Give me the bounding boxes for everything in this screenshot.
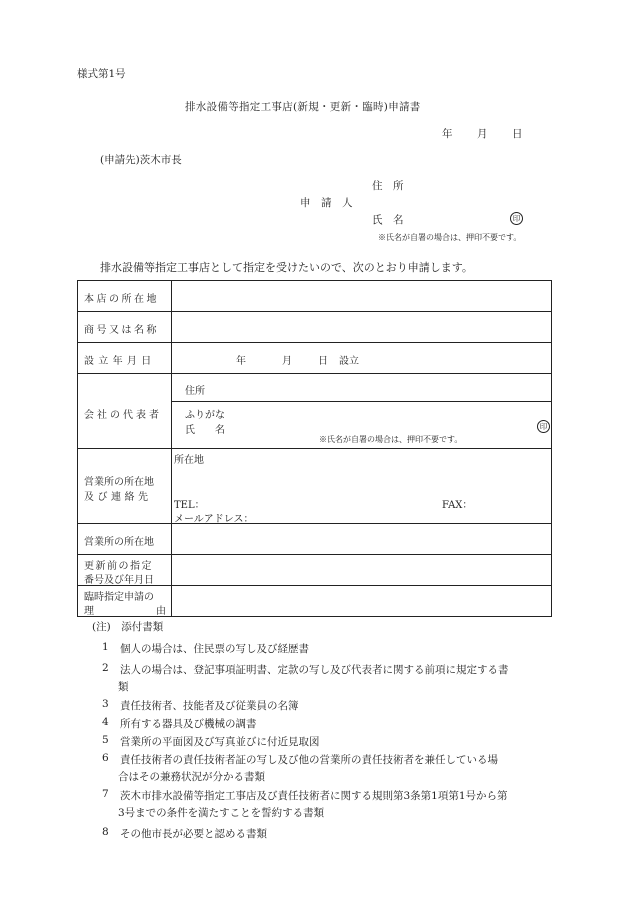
note-num: 7 [102,788,109,800]
row-label [78,312,172,343]
row-label [78,281,172,312]
applicant-seal-note: ※氏名が自署の場合は、押印不要です。 [378,233,522,242]
form-id: 様式第1号 [77,68,126,80]
table-row [78,312,552,343]
note-text: 営業所の平面図及び写真並びに付近見取図 [120,736,320,748]
rep-seal-note: ※氏名が自署の場合は、押印不要です。 [319,435,463,444]
applicant-label: 申 請 人 [300,197,353,209]
table-row [78,555,552,586]
prev-number-field[interactable] [172,555,552,586]
rep-address-label: 住所 [185,386,205,397]
applicant-name-label: 氏 名 [372,214,404,226]
note-text: 個人の場合は、住民票の写し及び経歴書 [120,643,309,655]
est-month: 月 [282,356,292,367]
prev-number-label-2: 番号及び年月日 [84,575,154,586]
table-row [78,281,552,312]
notes-header: (注) 添付書類 [92,621,164,633]
note-text: 所有する器具及び機械の調書 [120,718,257,730]
rep-furigana-label: ふりがな [185,410,225,421]
date-year: 年 [442,128,453,140]
intro-text: 排水設備等指定工事店として指定を受けたいので、次のとおり申請します。 [100,261,473,274]
est-suffix: 設立 [339,356,359,367]
established-label: 設立年月日 [84,356,156,367]
temp-reason-field[interactable] [172,586,552,617]
row-label [78,374,172,449]
temp-reason-label-2a: 理 [84,606,94,617]
date-day: 日 [512,128,523,140]
office-contact-field[interactable] [172,449,552,524]
tel-label: TEL： [174,500,205,511]
note-text: 茨木市排水設備等指定工事店及び責任技術者に関する規則第3条第1項第1号から第 [120,790,508,802]
representative-label: 会社の代表者 [84,410,162,421]
office-location-label: 所在地 [174,455,204,466]
row-label [78,343,172,374]
rep-name-label: 氏 名 [185,425,225,436]
trade-name-label: 商号又は名称 [84,325,159,336]
trade-name-field[interactable] [172,312,552,343]
table-row [78,524,552,555]
established-field[interactable] [172,343,552,374]
note-num: 2 [102,662,109,674]
addressee: (申請先)茨木市長 [100,154,182,166]
temp-reason-label-2b: 由 [156,606,166,617]
note-text: 責任技術者の責任技術者証の写し及び他の営業所の責任技術者を兼任している場 [120,754,498,766]
note-num: 3 [102,698,109,710]
seal-mark: 印 [510,212,523,225]
note-num: 1 [102,641,109,653]
table-row [78,374,552,449]
note-text-cont: 合はその兼務状況が分かる書類 [118,771,265,783]
table-row [78,586,552,617]
prev-number-label-1: 更新前の指定 [84,561,153,572]
row-label [78,555,172,586]
note-num: 4 [102,716,109,728]
table-row [78,343,552,374]
seal-mark: 印 [537,420,550,433]
est-day: 日 [318,356,328,367]
note-text-cont: 類 [118,681,129,693]
head-office-label: 本店の所在地 [84,294,159,305]
note-text: その他市長が必要と認める書類 [120,828,267,840]
office-location-row-label: 営業所の所在地 [84,537,154,548]
office-contact-label-1: 営業所の所在地 [84,477,154,488]
date-month: 月 [477,128,488,140]
note-text: 法人の場合は、登記事項証明書、定款の写し及び代表者に関する前項に規定する書 [120,664,509,676]
note-num: 5 [102,734,109,746]
head-office-field[interactable] [172,281,552,312]
application-table [77,280,552,617]
page-title: 排水設備等指定工事店(新規・更新・臨時)申請書 [185,101,421,113]
email-label: メールアドレス： [174,514,254,525]
representative-field[interactable] [172,374,552,449]
note-num: 8 [102,826,109,838]
note-text: 責任技術者、技能者及び従業員の名簿 [120,700,299,712]
office-contact-label-2: 及び連絡先 [84,492,152,503]
note-num: 6 [102,752,109,764]
est-year: 年 [236,356,246,367]
divider [172,401,551,402]
row-label [78,524,172,555]
office-location-field[interactable] [172,524,552,555]
row-label [78,586,172,617]
fax-label: FAX： [442,500,473,511]
temp-reason-label-1: 臨時指定申請の [84,592,154,603]
applicant-address-label: 住 所 [372,180,404,192]
note-text-cont: 3号までの条件を満たすことを誓約する書類 [118,807,325,819]
table-row [78,449,552,524]
row-label [78,449,172,524]
